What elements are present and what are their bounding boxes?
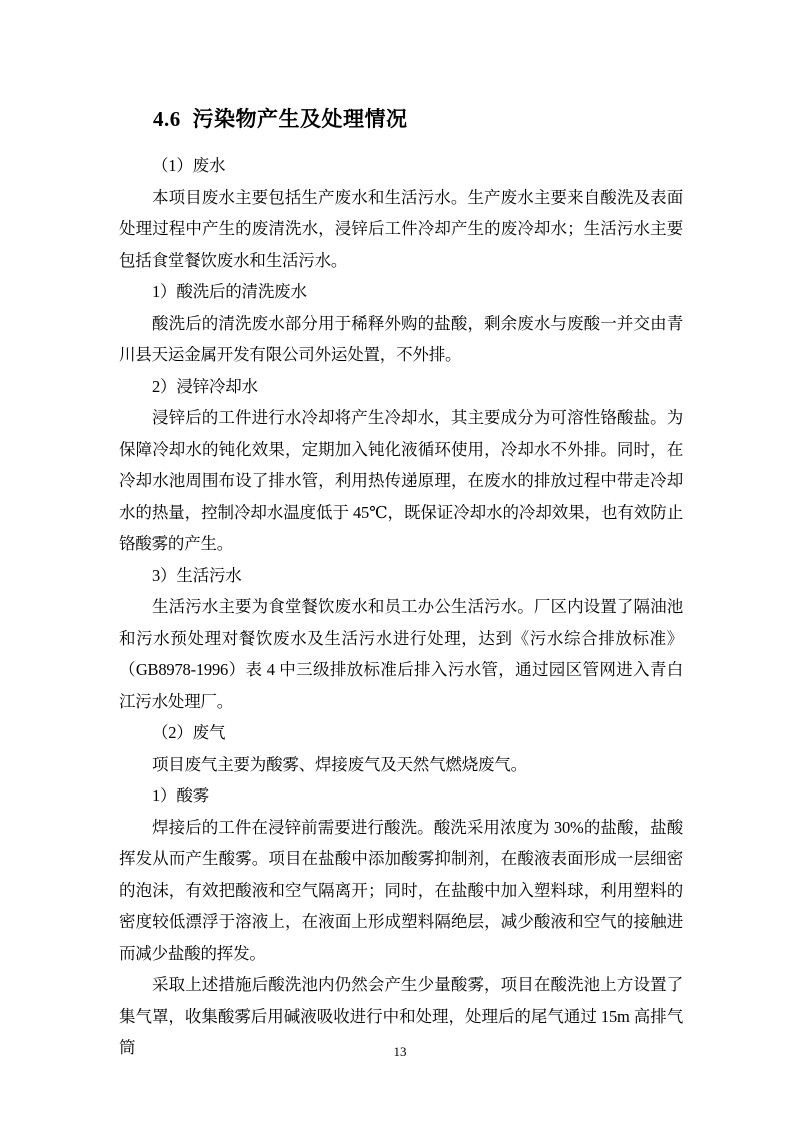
paragraph-acid-mist-control: 焊接后的工件在浸锌前需要进行酸洗。酸洗采用浓度为 30%的盐酸，盐酸挥发从而产生酸雾。项目在盐酸中添加酸雾抑制剂，在酸液表面形成一层细密的泡沫，有效把酸液和空气隔离开；同时，在盐酸中加入塑料球，利用塑料的密度较低漂浮于溶液上，在液面上形成塑料隔绝层，减少酸液和空气的接触进而减少盐酸的挥发。 xyxy=(119,817,683,963)
document-content xyxy=(119,104,683,1064)
subheading-acid-mist: 1）酸雾 xyxy=(152,786,209,805)
paragraph-pickling-rinse-water: 酸洗后的清洗废水部分用于稀释外购的盐酸，剩余废水与废酸一并交由青川县天运金属开发有限公司外运处置，不外排。 xyxy=(119,313,683,364)
subheading-wastewater: （1）废水 xyxy=(152,156,226,175)
paragraph-waste-gas-overview: 项目废气主要为酸雾、焊接废气及天然气燃烧废气。 xyxy=(152,754,527,774)
subheading-domestic-sewage: 3）生活污水 xyxy=(152,565,242,585)
paragraph-acid-mist-treatment: 采取上述措施后酸洗池内仍然会产生少量酸雾，项目在酸洗池上方设置了集气罩，收集酸雾后用碱液吸收进行中和处理，处理后的尾气通过 15m 高排气筒 xyxy=(119,975,683,1057)
section-title: 4.6 污染物产生及处理情况 xyxy=(153,107,408,131)
page-number: 13 xyxy=(393,1044,407,1059)
paragraph-wastewater-overview: 本项目废水主要包括生产废水和生活污水。生产废水主要来自酸洗及表面处理过程中产生的废清洗水，浸锌后工件冷却产生的废冷却水；生活污水主要包括食堂餐饮废水和生活污水。 xyxy=(119,187,683,270)
subheading-galvanizing-cooling-water: 2）浸锌冷却水 xyxy=(152,376,258,396)
paragraph-galvanizing-cooling-water: 浸锌后的工件进行水冷却将产生冷却水，其主要成分为可溶性铬酸盐。为保障冷却水的钝化效果，定期加入钝化液循环使用，冷却水不外排。同时，在冷却水池周围布设了排水管，利用热传递原理，在废水的排放过程中带走冷却水的热量，控制冷却水温度低于 45℃，既保证冷却水的冷却效果，也有效防止铬酸雾的产生。 xyxy=(119,408,683,553)
subheading-waste-gas: （2）废气 xyxy=(152,723,226,742)
subheading-pickling-rinse-water: 1）酸洗后的清洗废水 xyxy=(152,282,307,301)
paragraph-domestic-sewage: 生活污水主要为食堂餐饮废水和员工办公生活污水。厂区内设置了隔油池和污水预处理对餐饮废水及生活污水进行处理，达到《污水综合排放标准》（GB8978-1996）表 4 中三级排放标准后排入污水管，通过园区管网进入青白江污水处理厂。 xyxy=(119,597,683,711)
